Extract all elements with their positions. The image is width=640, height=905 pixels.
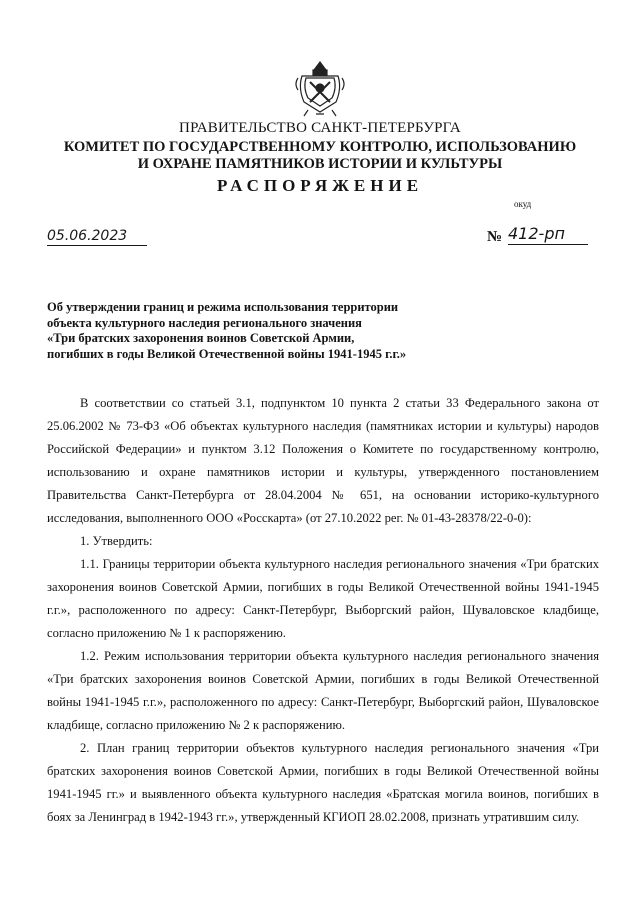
- document-date: 05.06.2023: [47, 228, 147, 246]
- preamble-paragraph: В соответствии со статьей 3.1, подпунктом 10 пункта 2 статьи 33 Федерального закона от 25.06.2002 № 73-ФЗ «Об объектах культурного наследия (памятниках истории и культуры) народов Российской Федерации» и пунктом 3.12 Положения о Комитете по государственному контролю, использованию и охране памятников истории и культуры, утвержденного постановлением Правительства Санкт-Петербурга от 28.04.2004 № 651, на основании историко-культурного исследования, выполненного ООО «Росскарта» (от 27.10.2022 рег. № 01-43-28378/22-0-0):: [47, 396, 599, 525]
- document-subject: [47, 300, 467, 362]
- document-type: РАСПОРЯЖЕНИЕ: [216, 176, 424, 195]
- subject-line: объекта культурного наследия регионального значения: [47, 315, 362, 330]
- item-1-2: 1.2. Режим использования территории объекта культурного наследия регионального значения «Три братских захоронения воинов Советской Армии, погибших в годы Великой Отечественной войны 1941-1945 г.г.», расположенного по адресу: Санкт-Петербург, Выборгский район, Шуваловское кладбище, согласно приложению № 2 к распоряжению.: [47, 649, 599, 732]
- item-1: 1. Утвердить:: [80, 534, 153, 548]
- document-body: [47, 392, 599, 829]
- coat-of-arms-icon: [294, 58, 346, 118]
- committee-name-line1: КОМИТЕТ ПО ГОСУДАРСТВЕННОМУ КОНТРОЛЮ, ИСПОЛЬЗОВАНИЮ: [63, 139, 577, 155]
- subject-line: погибших в годы Великой Отечественной войны 1941-1945 г.г.»: [47, 346, 407, 361]
- government-name: ПРАВИТЕЛЬСТВО САНКТ-ПЕТЕРБУРГА: [179, 120, 461, 136]
- number-sign: №: [487, 229, 503, 245]
- item-2: 2. План границ территории объектов культурного наследия регионального значения «Три братских захоронения воинов Советской Армии, погибших в годы Великой Отечественной войны 1941-1945 гг.» и выявленного объекта культурного наследия «Братская могила воинов, погибших в боях за Ленинград в 1942-1943 гг.», утвержденный КГИОП 28.02.2008, признать утратившим силу.: [47, 741, 599, 824]
- okud-label: окуд: [514, 199, 532, 209]
- item-1-1: 1.1. Границы территории объекта культурного наследия регионального значения «Три братских захоронения воинов Советской Армии, погибших в годы Великой Отечественной войны 1941-1945 г.г.», расположенного по адресу: Санкт-Петербург, Выборгский район, Шуваловское кладбище, согласно приложению № 1 к распоряжению.: [47, 557, 599, 640]
- document-number: 412-рп: [508, 224, 588, 245]
- committee-name-line2: И ОХРАНЕ ПАМЯТНИКОВ ИСТОРИИ И КУЛЬТУРЫ: [137, 156, 503, 172]
- subject-line: «Три братских захоронения воинов Советской Армии,: [47, 331, 355, 345]
- subject-line: Об утверждении границ и режима использования территории: [47, 300, 399, 314]
